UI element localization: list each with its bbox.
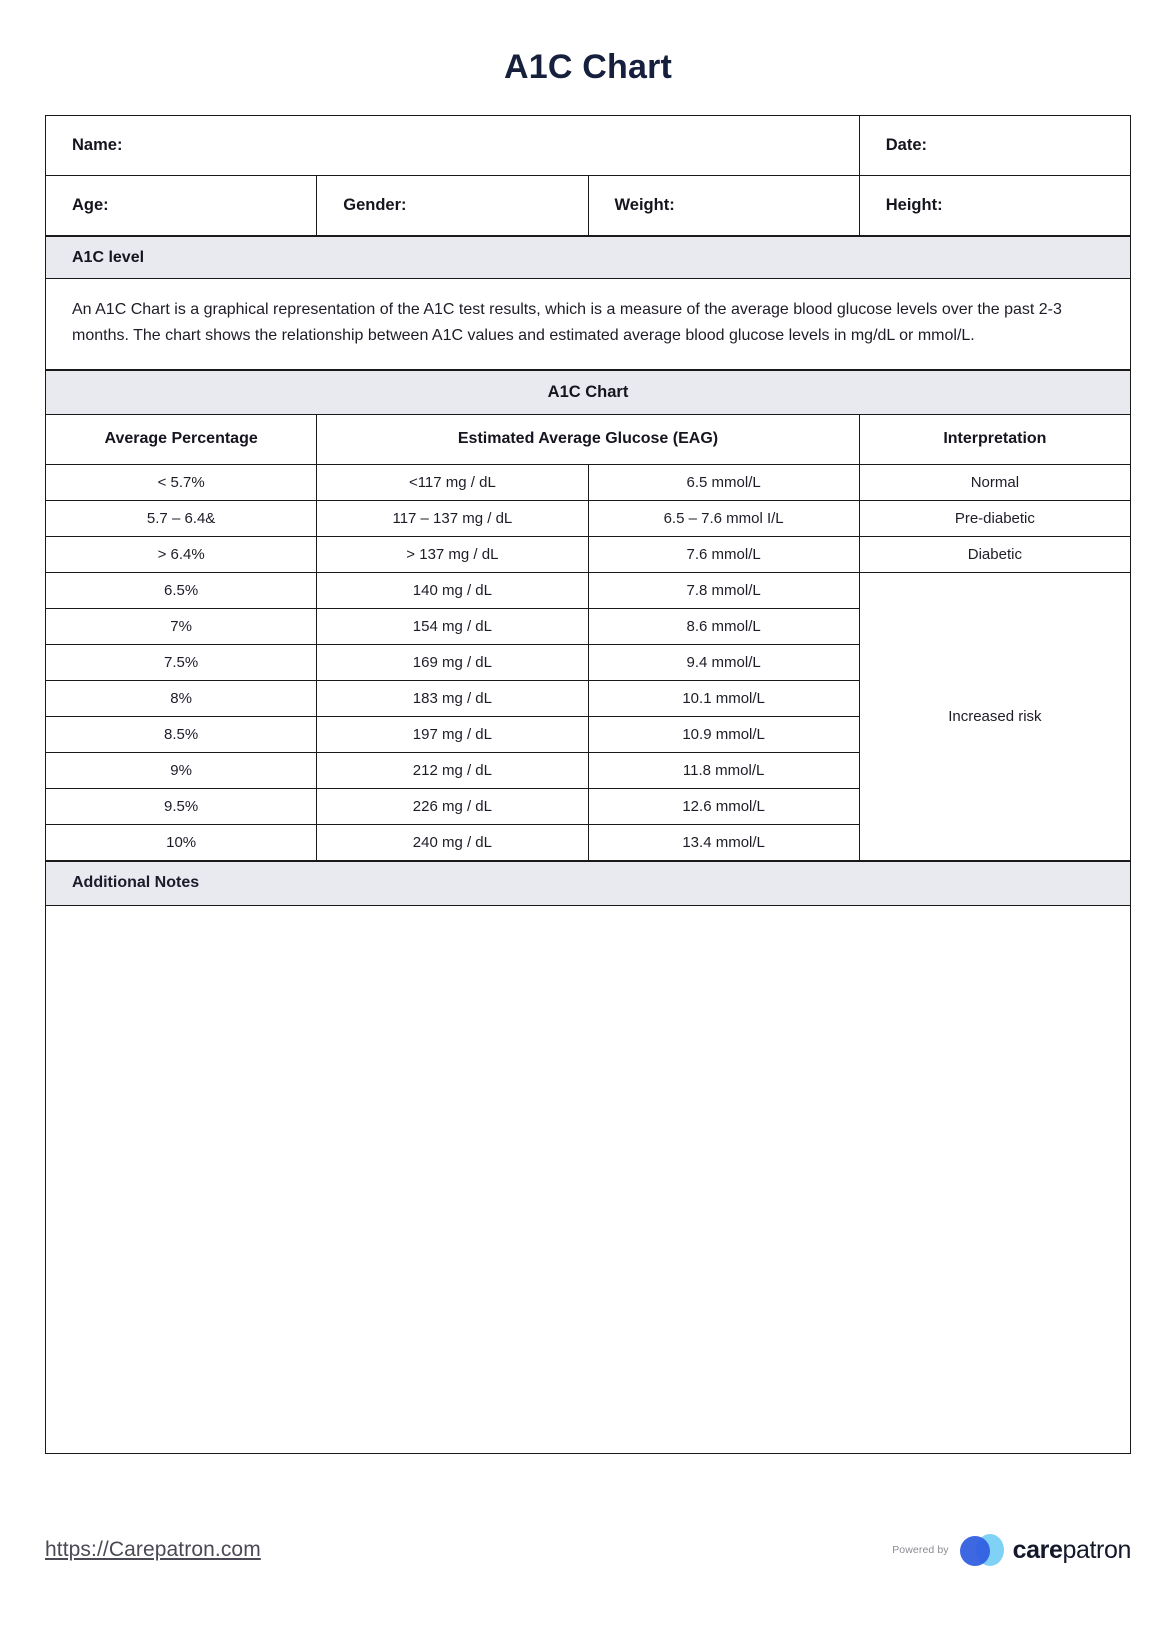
cell-percentage: 6.5% <box>46 572 317 608</box>
logo-blue-circle <box>960 1536 990 1566</box>
cell-percentage: 9% <box>46 752 317 788</box>
carepatron-website-link[interactable]: https://Carepatron.com <box>45 1538 261 1561</box>
cell-percentage: > 6.4% <box>46 536 317 572</box>
notes-body-row <box>46 905 1131 1453</box>
cell-interpretation: Diabetic <box>859 536 1130 572</box>
column-header-percentage: Average Percentage <box>46 414 317 464</box>
cell-interpretation-merged: Increased risk <box>859 572 1130 860</box>
gender-field[interactable]: Gender: <box>317 176 588 236</box>
cell-mmol: 8.6 mmol/L <box>588 608 859 644</box>
column-header-interpretation: Interpretation <box>859 414 1130 464</box>
cell-mgdl: 226 mg / dL <box>317 788 588 824</box>
cell-mgdl: 154 mg / dL <box>317 608 588 644</box>
patient-info-row-1 <box>46 116 1131 176</box>
cell-mgdl: 140 mg / dL <box>317 572 588 608</box>
cell-mmol: 10.9 mmol/L <box>588 716 859 752</box>
carepatron-logo-icon <box>960 1534 1004 1566</box>
cell-mmol: 9.4 mmol/L <box>588 644 859 680</box>
cell-mgdl: <117 mg / dL <box>317 464 588 500</box>
additional-notes-heading: Additional Notes <box>46 861 1131 905</box>
cell-mmol: 10.1 mmol/L <box>588 680 859 716</box>
cell-percentage: < 5.7% <box>46 464 317 500</box>
additional-notes-input[interactable] <box>46 905 1131 1453</box>
notes-heading-row <box>46 861 1131 905</box>
cell-mmol: 13.4 mmol/L <box>588 824 859 860</box>
cell-mgdl: 212 mg / dL <box>317 752 588 788</box>
age-field[interactable]: Age: <box>46 176 317 236</box>
cell-mgdl: > 137 mg / dL <box>317 536 588 572</box>
patient-info-table <box>45 115 1131 236</box>
cell-mgdl: 117 – 137 mg / dL <box>317 500 588 536</box>
cell-mmol: 12.6 mmol/L <box>588 788 859 824</box>
footer <box>45 1515 1131 1585</box>
cell-mgdl: 169 mg / dL <box>317 644 588 680</box>
weight-field[interactable]: Weight: <box>588 176 859 236</box>
chart-heading-row <box>46 370 1131 414</box>
cell-percentage: 8.5% <box>46 716 317 752</box>
patient-info-row-2 <box>46 176 1131 236</box>
table-row <box>46 500 1131 536</box>
chart-heading: A1C Chart <box>46 370 1131 414</box>
chart-column-header-row <box>46 414 1131 464</box>
wordmark-patron: patron <box>1062 1535 1131 1564</box>
carepatron-branding <box>892 1534 1131 1566</box>
cell-percentage: 9.5% <box>46 788 317 824</box>
a1c-level-heading: A1C level <box>46 237 1131 279</box>
cell-percentage: 7.5% <box>46 644 317 680</box>
a1c-level-description: An A1C Chart is a graphical representation of the A1C test results, which is a measure of the average blood glucose levels over the past 2-3 months. The chart shows the relationship between A1C values and estimated average blood glucose levels in mg/dL or mmol/L. <box>46 279 1131 370</box>
cell-mgdl: 183 mg / dL <box>317 680 588 716</box>
cell-percentage: 10% <box>46 824 317 860</box>
table-row <box>46 572 1131 608</box>
cell-mmol: 11.8 mmol/L <box>588 752 859 788</box>
cell-mmol: 6.5 – 7.6 mmol I/L <box>588 500 859 536</box>
carepatron-wordmark <box>1012 1535 1131 1564</box>
additional-notes-table <box>45 861 1131 1454</box>
powered-by-label: Powered by <box>892 1544 949 1556</box>
a1c-level-heading-row <box>46 237 1131 279</box>
a1c-level-table <box>45 236 1131 370</box>
a1c-level-description-row <box>46 279 1131 370</box>
name-field[interactable]: Name: <box>46 116 860 176</box>
table-row <box>46 464 1131 500</box>
cell-mmol: 7.6 mmol/L <box>588 536 859 572</box>
cell-mgdl: 197 mg / dL <box>317 716 588 752</box>
cell-interpretation: Pre-diabetic <box>859 500 1130 536</box>
cell-mmol: 6.5 mmol/L <box>588 464 859 500</box>
cell-mgdl: 240 mg / dL <box>317 824 588 860</box>
wordmark-care: care <box>1012 1535 1063 1564</box>
cell-percentage: 7% <box>46 608 317 644</box>
cell-percentage: 8% <box>46 680 317 716</box>
cell-percentage: 5.7 – 6.4& <box>46 500 317 536</box>
column-header-eag: Estimated Average Glucose (EAG) <box>317 414 860 464</box>
date-field[interactable]: Date: <box>859 116 1130 176</box>
table-row <box>46 536 1131 572</box>
page-title: A1C Chart <box>503 48 673 86</box>
a1c-chart-table <box>45 370 1131 861</box>
cell-interpretation: Normal <box>859 464 1130 500</box>
cell-mmol: 7.8 mmol/L <box>588 572 859 608</box>
height-field[interactable]: Height: <box>859 176 1130 236</box>
